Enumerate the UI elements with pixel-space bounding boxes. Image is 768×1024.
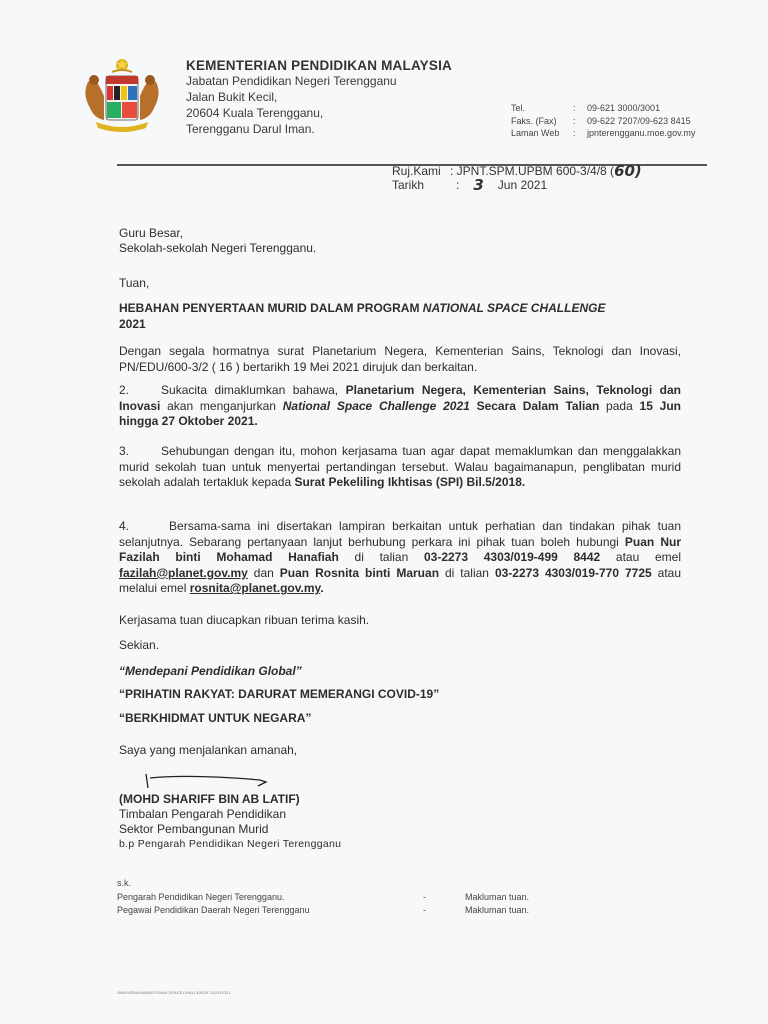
phone-number: 03-2273 4303/019-499 8442 (423, 550, 601, 565)
date-label: Tarikh (392, 178, 425, 192)
text-run-bold: Secara Dalam Talian (469, 398, 600, 413)
reference-handwritten: 60) (614, 162, 642, 180)
contact-row (511, 102, 695, 115)
text-run: atau melalui emel (119, 565, 682, 596)
signatory-on-behalf: b.p Pengarah Pendidikan Negeri Terengganu (119, 838, 342, 850)
cc-note: Makluman tuan. (465, 905, 530, 915)
contact-person-name: Puan Nur Fazilah binti Mohamad Hanafiah (119, 534, 682, 565)
text-run: di talian (338, 550, 424, 565)
motto-line: “PRIHATIN RAKYAT: DARURAT MEMERANGI COVID-19” (119, 687, 440, 701)
contact-label: Faks. (Fax) (511, 115, 557, 126)
footer-file-code: JNB/HEBAHANNATIONALSPACECHALLENGE 2021/2021 (117, 990, 231, 995)
motto-line: “BERKHIDMAT UNTUK NEGARA” (119, 711, 312, 725)
subject-part-italic: NATIONAL SPACE CHALLENGE (422, 301, 606, 315)
text-run-bold: Planetarium Negera, Kementerian Sains, Teknologi dan Inovasi (119, 383, 682, 413)
contact-label: Tel. (511, 103, 526, 113)
cc-dash: - (423, 905, 426, 915)
contact-label: Laman Web (511, 128, 560, 138)
subject-part: HEBAHAN PENYERTAAN MURID DALAM PROGRAM (119, 301, 423, 315)
paragraph-number: 4. (119, 519, 130, 533)
address-line: Terengganu Darul Iman. (186, 122, 315, 136)
text-run: . (320, 581, 324, 596)
date-handwritten-day: 3 (473, 176, 484, 194)
email-link[interactable]: rosnita@planet.gov.my (189, 581, 321, 596)
date-separator: : (456, 178, 460, 192)
signatory-sector: Sektor Pembangunan Murid (119, 822, 269, 836)
text-run-bold: Surat Pekeliling Ikhtisas (SPI) Bil.5/2018. (294, 475, 526, 490)
cc-recipient: Pengarah Pendidikan Negeri Terengganu. (117, 892, 285, 902)
email-link[interactable]: fazilah@planet.gov.my (119, 565, 248, 580)
address-line: Jalan Bukit Kecil, (186, 90, 278, 104)
contact-row (511, 115, 695, 128)
paragraph-4 (119, 519, 681, 597)
contact-value: 09-622 7207/09-623 8415 (587, 115, 691, 126)
text-run: atau emel (600, 550, 681, 565)
contact-separator: : (573, 128, 576, 138)
paragraph-2 (119, 383, 681, 430)
text-run-bold-italic: National Space Challenge 2021 (282, 398, 470, 413)
text-run-bold: 15 Jun hingga 27 Oktober 2021. (119, 398, 681, 429)
reference-label: Ruj.Kami (392, 164, 441, 178)
closing-line: Saya yang menjalankan amanah, (119, 743, 298, 757)
text-run: Sehubungan dengan itu, mohon kerjasama tuan agar dapat memaklumkan dan menggalakkan murid sekolah tuan untuk menyertai pertandingan tersebut. Walau bagaimanapun, penglibatan murid sekolah adalah tertakluk kepada (119, 444, 681, 490)
text-run: di talian (439, 565, 495, 580)
text-run: akan menganjurkan (160, 398, 283, 413)
contact-value: jpnterengganu.moe.gov.my (587, 128, 696, 138)
contact-separator: : (573, 103, 576, 113)
closing-sekian: Sekian. (119, 638, 160, 652)
signature-image (140, 770, 280, 792)
address-line: 20604 Kuala Terengganu, (186, 106, 324, 120)
signatory-title: Timbalan Pengarah Pendidikan (119, 807, 286, 821)
coat-of-arms-logo (74, 56, 170, 136)
cc-dash: - (423, 892, 426, 902)
contact-separator: : (573, 115, 576, 126)
recipient-title: Guru Besar, (119, 226, 184, 240)
cc-note: Makluman tuan. (465, 892, 530, 902)
cc-recipient: Pegawai Pendidikan Daerah Negeri Terengganu (117, 905, 310, 915)
paragraph-number: 2. (119, 383, 130, 397)
text-run: Bersama-sama ini disertakan lampiran berkaitan untuk perhatian dan tindakan pihak tuan selanjutnya. Sebarang pertanyaan lanjut berhubung perkara ini pihak tuan boleh hubungi (119, 519, 681, 549)
text-run: Sukacita dimaklumkan bahawa, (161, 383, 346, 397)
signatory-name: (MOHD SHARIFF BIN AB LATIF) (119, 792, 300, 806)
salutation: Tuan, (119, 276, 150, 290)
cc-label: s.k. (117, 878, 132, 888)
paragraph-1: Dengan segala hormatnya surat Planetarium Negera, Kementerian Sains, Teknologi dan Inovasi, PN/EDU/600-3/2 ( 16 ) bertarikh 19 Mei 2021 dirujuk dan berkaitan. (119, 344, 681, 374)
paragraph-number: 3. (119, 444, 130, 458)
subject-part: 2021 (119, 316, 146, 331)
date-value: Jun 2021 (497, 178, 548, 192)
recipient-address: Sekolah-sekolah Negeri Terengganu. (119, 241, 317, 255)
motto-line: “Mendepani Pendidikan Global” (119, 664, 302, 678)
text-run: dan (247, 565, 280, 580)
reference-value: : JPNT.SPM.UPBM 600-3/4/8 ( (450, 164, 615, 178)
address-line: Jabatan Pendidikan Negeri Terengganu (186, 74, 397, 88)
text-run: pada (599, 398, 640, 413)
subject-heading (119, 301, 681, 332)
paragraph-3 (119, 444, 681, 491)
contact-value: 09-621 3000/3001 (587, 103, 661, 113)
thanks-line: Kerjasama tuan diucapkan ribuan terima kasih. (119, 613, 370, 627)
phone-number: 03-2273 4303/019-770 7725 (494, 565, 652, 580)
contact-block (511, 102, 695, 140)
date-row (392, 178, 547, 194)
ministry-name: KEMENTERIAN PENDIDIKAN MALAYSIA (186, 58, 452, 73)
contact-row (511, 127, 695, 140)
contact-person-name: Puan Rosnita binti Maruan (279, 565, 440, 580)
